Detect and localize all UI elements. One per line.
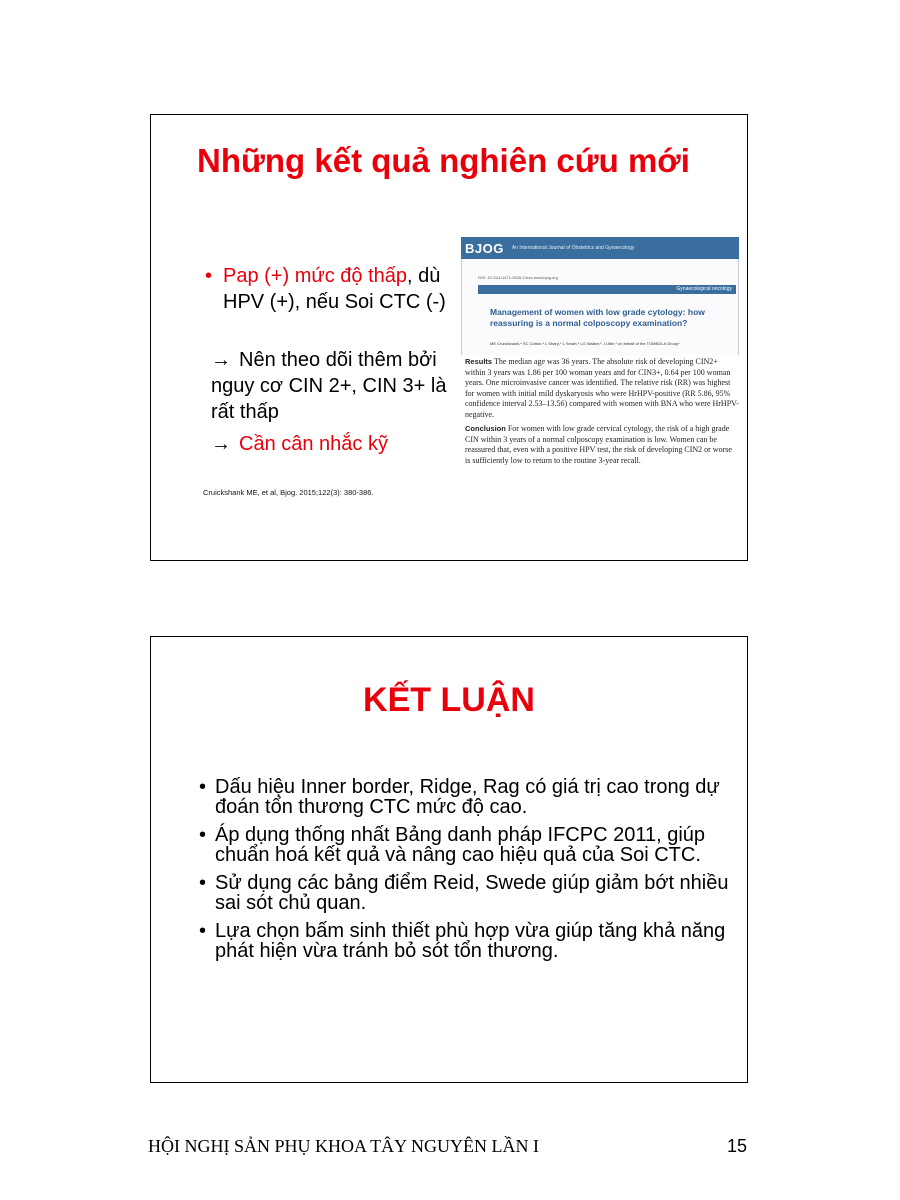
article-header-box — [461, 259, 739, 355]
article-meta: DOI: 10.1111/1471-0528.13xxx www.bjog.org — [478, 275, 558, 280]
page-number: 15 — [727, 1136, 748, 1156]
article-excerpt-image — [461, 237, 739, 507]
slide-conclusion — [150, 636, 748, 1083]
slide-title: KẾT LUẬN — [363, 681, 535, 719]
bullet-text: , dù HPV (+), nếu Soi CTC (-) — [223, 265, 446, 313]
list-item: • Lựa chọn bấm sinh thiết phù hợp vừa giúp tăng khả năng phát hiện vừa tránh bỏ sót tổn thương. — [199, 920, 726, 962]
bullet-highlight: Pap (+) mức độ thấp — [223, 265, 408, 287]
bullet-dot-icon: • — [199, 824, 207, 846]
section-label: Gynaecological oncology — [478, 285, 736, 294]
footer-conference: HỘI NGHỊ SẢN PHỤ KHOA TÂY NGUYÊN LẦN I — [148, 1136, 539, 1156]
conclusion-text: For women with low grade cervical cytology, the risk of a high grade CIN within 3 years of a normal colposcopy examination is low. Women can be reassured that, even with a positive HPV test, the risk of developing CIN2 or worse is sufficiently low to return to the routine 3-year recall. — [465, 424, 732, 465]
arrow-point-caution: → Cần cân nhắc kỹ — [211, 433, 388, 455]
article-authors: ME Cruickshank,* SC Cotton,* L Sharp,* L Smart,* LG Walker,* J Little,* on behalf of the TOMBOLA Group* — [490, 341, 680, 346]
results-label: Results — [465, 357, 493, 366]
slide-research-results — [150, 114, 748, 561]
bjog-logo: BJOG — [465, 240, 504, 256]
bullet-dot-icon: • — [199, 872, 207, 894]
bullet-dot-icon: • — [199, 776, 207, 798]
conclusion-label: Conclusion — [465, 424, 506, 433]
list-item: • Áp dụng thống nhất Bảng danh pháp IFCPC 2011, giúp chuẩn hoá kết quả và nâng cao hiệu quả của Soi CTC. — [199, 824, 706, 866]
bullet-list — [205, 263, 455, 315]
article-title: Management of women with low grade cytology: how reassuring is a normal colposcopy examination? — [490, 307, 705, 328]
list-item: • Sử dụng các bảng điểm Reid, Swede giúp giảm bớt nhiều sai sót chủ quan. — [199, 872, 729, 914]
journal-subtitle: An International Journal of Obstetrics and Gynaecology — [511, 245, 635, 251]
list-item: • Dấu hiệu Inner border, Ridge, Rag có giá trị cao trong dự đoán tổn thương CTC mức độ cao. — [199, 776, 720, 818]
slide-title: Những kết quả nghiên cứu mới — [197, 142, 690, 179]
bullet-item — [205, 263, 455, 315]
results-text: The median age was 36 years. The absolute risk of developing CIN2+ within 3 years was 1.86 per 100 woman years and for CIN3+, 0.64 per 100 woman years. One microinvasive cancer was identified. The relative risk (RR) was highest for women with initial mild dyskaryosis who were HrHPV-positive (RR 5.86, 95% confidence interval 2.53–13.56) compared with women with BNA who were HrHPV-negative. — [465, 357, 739, 419]
article-abstract — [461, 357, 739, 466]
right-arrow-icon: → — [211, 433, 231, 455]
bullet-dot-icon: • — [205, 265, 213, 287]
citation: Cruickshank ME, et al, Bjog. 2015;122(3): 380-386. — [203, 488, 374, 497]
conclusion-list — [199, 777, 739, 969]
bullet-dot-icon: • — [199, 920, 207, 942]
arrow-point-follow-up: → Nên theo dõi thêm bởi nguy cơ CIN 2+, CIN 3+ là rất thấp — [211, 349, 447, 423]
journal-header — [461, 237, 739, 259]
right-arrow-icon: → — [211, 349, 231, 371]
